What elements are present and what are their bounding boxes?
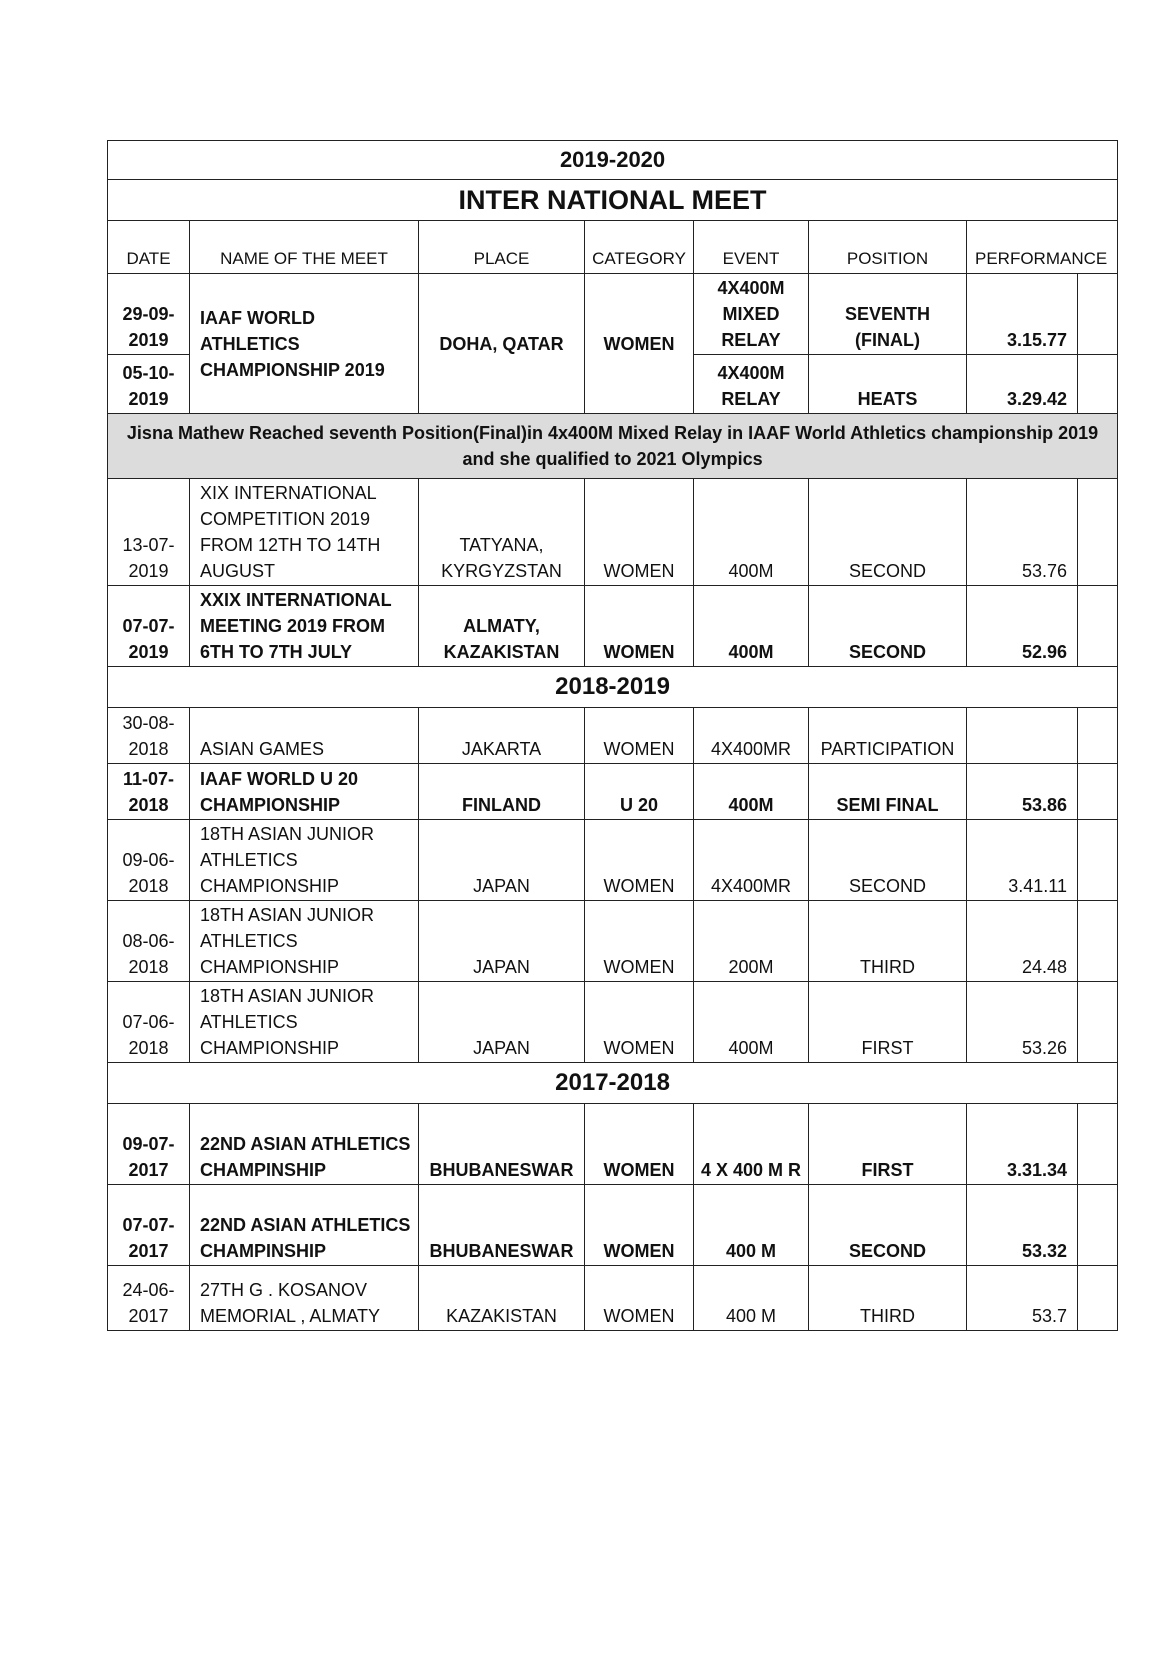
column-header-place: PLACE — [419, 221, 585, 274]
date-cell: 30-08-2018 — [108, 708, 190, 764]
table-row — [108, 1266, 1118, 1331]
table-row — [108, 764, 1118, 820]
category-cell: WOMEN — [585, 479, 694, 586]
position-cell: HEATS — [809, 355, 967, 414]
meet-cell: 18TH ASIAN JUNIOR ATHLETICS CHAMPIONSHIP — [190, 982, 419, 1063]
category-cell: WOMEN — [585, 1185, 694, 1266]
position-cell: FIRST — [809, 982, 967, 1063]
category-cell: WOMEN — [585, 901, 694, 982]
category-cell: WOMEN — [585, 586, 694, 667]
meet-cell: 27TH G . KOSANOV MEMORIAL , ALMATY — [190, 1266, 419, 1331]
position-cell: SEVENTH (FINAL) — [809, 274, 967, 355]
event-cell: 400M — [694, 479, 809, 586]
table-row — [108, 1185, 1118, 1266]
date-cell: 24-06-2017 — [108, 1266, 190, 1331]
performance-cell: 3.15.77 — [967, 274, 1078, 355]
meet-cell: XIX INTERNATIONAL COMPETITION 2019 FROM 12TH TO 14TH AUGUST — [190, 479, 419, 586]
meet-cell: XXIX INTERNATIONAL MEETING 2019 FROM 6TH TO 7TH JULY — [190, 586, 419, 667]
position-cell: SECOND — [809, 479, 967, 586]
position-cell: SECOND — [809, 586, 967, 667]
category-cell: WOMEN — [585, 820, 694, 901]
table-row — [108, 1104, 1118, 1185]
performance-cell: 52.96 — [967, 586, 1078, 667]
performance-cell: 3.41.11 — [967, 820, 1078, 901]
note-row — [108, 414, 1118, 479]
event-cell: 400M — [694, 982, 809, 1063]
date-cell: 09-06-2018 — [108, 820, 190, 901]
season-row-2018-2019 — [108, 667, 1118, 708]
place-cell: KAZAKISTAN — [419, 1266, 585, 1331]
place-cell: DOHA, QATAR — [419, 274, 585, 414]
date-cell: 08-06-2018 — [108, 901, 190, 982]
blank-cell — [1078, 1104, 1118, 1185]
meet-cell: 18TH ASIAN JUNIOR ATHLETICS CHAMPIONSHIP — [190, 901, 419, 982]
column-header-category: CATEGORY — [585, 221, 694, 274]
season-heading: 2017-2018 — [108, 1063, 1118, 1104]
results-sheet — [107, 140, 1117, 1331]
note-text: Jisna Mathew Reached seventh Position(Final)in 4x400M Mixed Relay in IAAF World Athletics championship 2019 and she qualified to 2021 Olympics — [108, 414, 1118, 479]
performance-cell: 53.76 — [967, 479, 1078, 586]
date-cell: 07-07-2019 — [108, 586, 190, 667]
event-cell: 400 M — [694, 1185, 809, 1266]
date-cell: 07-06-2018 — [108, 982, 190, 1063]
date-cell: 05-10-2019 — [108, 355, 190, 414]
position-cell: PARTICIPATION — [809, 708, 967, 764]
category-cell: U 20 — [585, 764, 694, 820]
meet-cell: 22ND ASIAN ATHLETICS CHAMPINSHIP — [190, 1104, 419, 1185]
place-cell: FINLAND — [419, 764, 585, 820]
event-cell: 4X400MR — [694, 708, 809, 764]
blank-cell — [1078, 1266, 1118, 1331]
performance-cell: 53.7 — [967, 1266, 1078, 1331]
column-header-position: POSITION — [809, 221, 967, 274]
date-cell: 07-07-2017 — [108, 1185, 190, 1266]
blank-cell — [1078, 708, 1118, 764]
season-heading: 2019-2020 — [108, 141, 1118, 180]
column-header-event: EVENT — [694, 221, 809, 274]
page-title: INTER NATIONAL MEET — [108, 180, 1118, 221]
column-header-row — [108, 221, 1118, 274]
position-cell: FIRST — [809, 1104, 967, 1185]
place-cell: JAPAN — [419, 820, 585, 901]
event-cell: 4X400M MIXED RELAY — [694, 274, 809, 355]
position-cell: THIRD — [809, 901, 967, 982]
table-row — [108, 901, 1118, 982]
blank-cell — [1078, 479, 1118, 586]
performance-cell: 53.32 — [967, 1185, 1078, 1266]
performance-cell: 53.26 — [967, 982, 1078, 1063]
meet-cell: IAAF WORLD U 20 CHAMPIONSHIP — [190, 764, 419, 820]
title-row — [108, 180, 1118, 221]
category-cell: WOMEN — [585, 1266, 694, 1331]
category-cell: WOMEN — [585, 1104, 694, 1185]
table-row-doha-1 — [108, 274, 1118, 355]
date-cell: 13-07-2019 — [108, 479, 190, 586]
place-cell: BHUBANESWAR — [419, 1104, 585, 1185]
meet-cell: 18TH ASIAN JUNIOR ATHLETICS CHAMPIONSHIP — [190, 820, 419, 901]
place-cell: TATYANA, KYRGYZSTAN — [419, 479, 585, 586]
position-cell: THIRD — [809, 1266, 967, 1331]
place-cell: ALMATY, KAZAKISTAN — [419, 586, 585, 667]
event-cell: 4X400MR — [694, 820, 809, 901]
performance-cell — [967, 708, 1078, 764]
performance-cell: 3.31.34 — [967, 1104, 1078, 1185]
column-header-performance: PERFORMANCE — [967, 221, 1118, 274]
performance-cell: 3.29.42 — [967, 355, 1078, 414]
season-heading: 2018-2019 — [108, 667, 1118, 708]
meet-cell: 22ND ASIAN ATHLETICS CHAMPINSHIP — [190, 1185, 419, 1266]
season-row-2017-2018 — [108, 1063, 1118, 1104]
blank-cell — [1078, 274, 1118, 355]
category-cell: WOMEN — [585, 708, 694, 764]
event-cell: 400 M — [694, 1266, 809, 1331]
position-cell: SEMI FINAL — [809, 764, 967, 820]
position-cell: SECOND — [809, 820, 967, 901]
performance-cell: 24.48 — [967, 901, 1078, 982]
date-cell: 09-07-2017 — [108, 1104, 190, 1185]
date-cell: 11-07-2018 — [108, 764, 190, 820]
category-cell: WOMEN — [585, 274, 694, 414]
category-cell: WOMEN — [585, 982, 694, 1063]
place-cell: JAPAN — [419, 982, 585, 1063]
blank-cell — [1078, 586, 1118, 667]
column-header-meet: NAME OF THE MEET — [190, 221, 419, 274]
column-header-date: DATE — [108, 221, 190, 274]
table-row — [108, 708, 1118, 764]
event-cell: 400M — [694, 586, 809, 667]
event-cell: 4X400M RELAY — [694, 355, 809, 414]
performance-cell: 53.86 — [967, 764, 1078, 820]
table-row — [108, 586, 1118, 667]
meet-cell: ASIAN GAMES — [190, 708, 419, 764]
date-cell: 29-09-2019 — [108, 274, 190, 355]
meet-cell: IAAF WORLD ATHLETICS CHAMPIONSHIP 2019 — [190, 274, 419, 414]
table-row — [108, 820, 1118, 901]
table-row — [108, 479, 1118, 586]
season-row-2019-2020 — [108, 141, 1118, 180]
blank-cell — [1078, 901, 1118, 982]
results-table — [107, 140, 1118, 1331]
blank-cell — [1078, 982, 1118, 1063]
blank-cell — [1078, 820, 1118, 901]
event-cell: 400M — [694, 764, 809, 820]
place-cell: JAPAN — [419, 901, 585, 982]
event-cell: 200M — [694, 901, 809, 982]
place-cell: JAKARTA — [419, 708, 585, 764]
blank-cell — [1078, 355, 1118, 414]
event-cell: 4 X 400 M R — [694, 1104, 809, 1185]
blank-cell — [1078, 1185, 1118, 1266]
position-cell: SECOND — [809, 1185, 967, 1266]
blank-cell — [1078, 764, 1118, 820]
table-row — [108, 982, 1118, 1063]
place-cell: BHUBANESWAR — [419, 1185, 585, 1266]
